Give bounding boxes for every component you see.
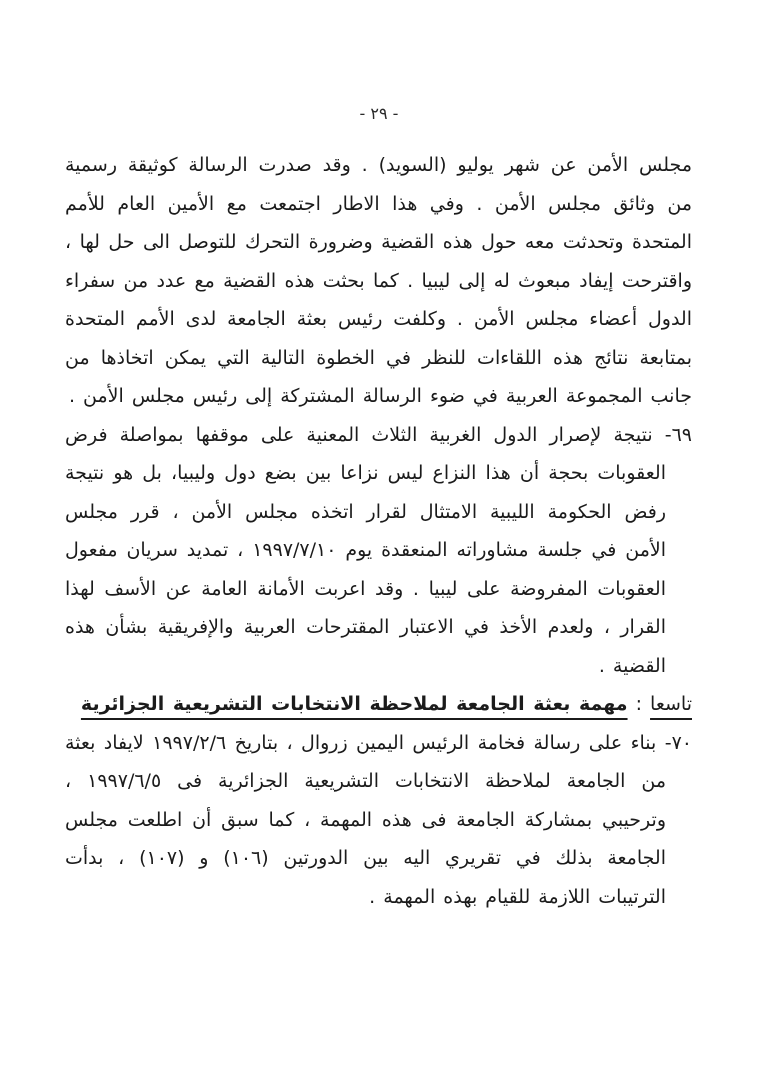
section-title: مهمة بعثة الجامعة لملاحظة الانتخابات التشريعية الجزائرية xyxy=(80,693,628,715)
document-body xyxy=(65,146,692,916)
paragraph-continuation xyxy=(65,146,692,416)
section-heading xyxy=(65,685,692,724)
section-label: تاسعا xyxy=(650,693,692,715)
paragraph-70 xyxy=(65,724,692,917)
paragraph-continuation-text: مجلس الأمن عن شهر يوليو (السويد) . وقد صدرت الرسالة كوثيقة رسمية من وثائق مجلس الأمن . وفي هذا الاطار اجتمعت مع الأمين العام للأمم المتحدة وتحدثت معه حول هذه القضية وضرورة التحرك للتوصل الى حل لها ، واقترحت إيفاد مبعوث له إلى ليبيا . كما بحثت هذه القضية مع عدد من سفراء الدول أعضاء مجلس الأمن . وكلفت رئيس بعثة الجامعة لدى الأمم المتحدة بمتابعة نتائج هذه اللقاءات للنظر في الخطوة التالية التي يمكن اتخاذها من جانب المجموعة العربية في ضوء الرسالة المشتركة إلى رئيس مجلس الأمن . xyxy=(65,154,692,407)
paragraph-69-number: ٦٩- xyxy=(664,423,692,446)
paragraph-70-text: بناء على رسالة فخامة الرئيس اليمين زروال ، بتاريخ ١٩٩٧/٢/٦ لايفاد بعثة من الجامعة لملاحظة الانتخابات التشريعية الجزائرية فى ١٩٩٧/٦/٥ ، وترحيبي بمشاركة الجامعة فى هذه المهمة ، كما سبق أن اطلعت مجلس الجامعة بذلك في تقريري اليه بين الدورتين (١٠٦) و (١٠٧) ، بدأت الترتيبات اللازمة للقيام بهذه المهمة . xyxy=(65,731,667,908)
paragraph-69-text: نتيجة لإصرار الدول الغربية الثلاث المعنية على موقفها بمواصلة فرض العقوبات بحجة أن هذا النزاع ليس نزاعا بين بضع دول وليبيا، بل هو نتيجة رفض الحكومة الليبية الامتثال لقرار اتخذه مجلس الأمن ، قرر مجلس الأمن في جلسة مشاوراته المنعقدة يوم ١٩٩٧/٧/١٠ ، تمديد سريان مفعول العقوبات المفروضة على ليبيا . وقد اعربت الأمانة العامة عن الأسف لهذا القرار ، ولعدم الأخذ في الاعتبار المقترحات العربية والإفريقية بشأن هذه القضية . xyxy=(65,423,666,677)
paragraph-69 xyxy=(65,416,692,686)
paragraph-70-number: ٧٠- xyxy=(664,731,692,754)
page-number: - ٢٩ - xyxy=(359,104,399,123)
section-colon: : xyxy=(635,693,642,715)
